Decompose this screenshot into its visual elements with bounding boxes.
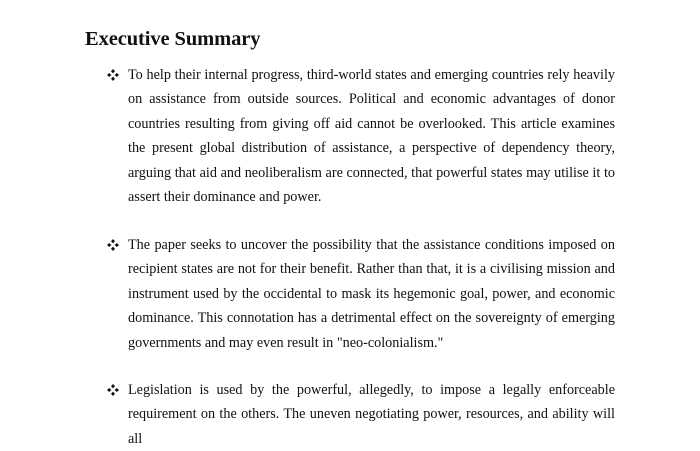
bullet-text: Legislation is used by the powerful, allegedly, to impose a legally enforceable requirement on the others. The uneven negotiating power, resources, and ability will all bbox=[128, 382, 615, 447]
bullet-text: The paper seeks to uncover the possibility that the assistance conditions imposed on recipient states are not for their benefit. Rather than that, it is a civilising mission and instrument used by the occidental to mask its hegemonic goal, power, and economic dominance. This connotation has a detrimental effect on the sovereignty of emerging governments and may even result in "neo-colonialism." bbox=[128, 237, 615, 351]
bullet-item bbox=[107, 378, 615, 451]
bullet-item bbox=[107, 63, 615, 209]
four-diamond-bullet-icon bbox=[107, 384, 119, 396]
bullet-item bbox=[107, 233, 615, 355]
bullet-text: To help their internal progress, third-world states and emerging countries rely heavily on assistance from outside sources. Political and economic advantages of donor countries resulting from giving off aid cannot be overlooked. This article examines the present global distribution of assistance, a perspective of dependency theory, arguing that aid and neoliberalism are connected, that powerful states may utilise it to assert their dominance and power. bbox=[128, 67, 615, 206]
four-diamond-bullet-icon bbox=[107, 69, 119, 81]
four-diamond-bullet-icon bbox=[107, 239, 119, 251]
section-heading: Executive Summary bbox=[85, 28, 261, 50]
